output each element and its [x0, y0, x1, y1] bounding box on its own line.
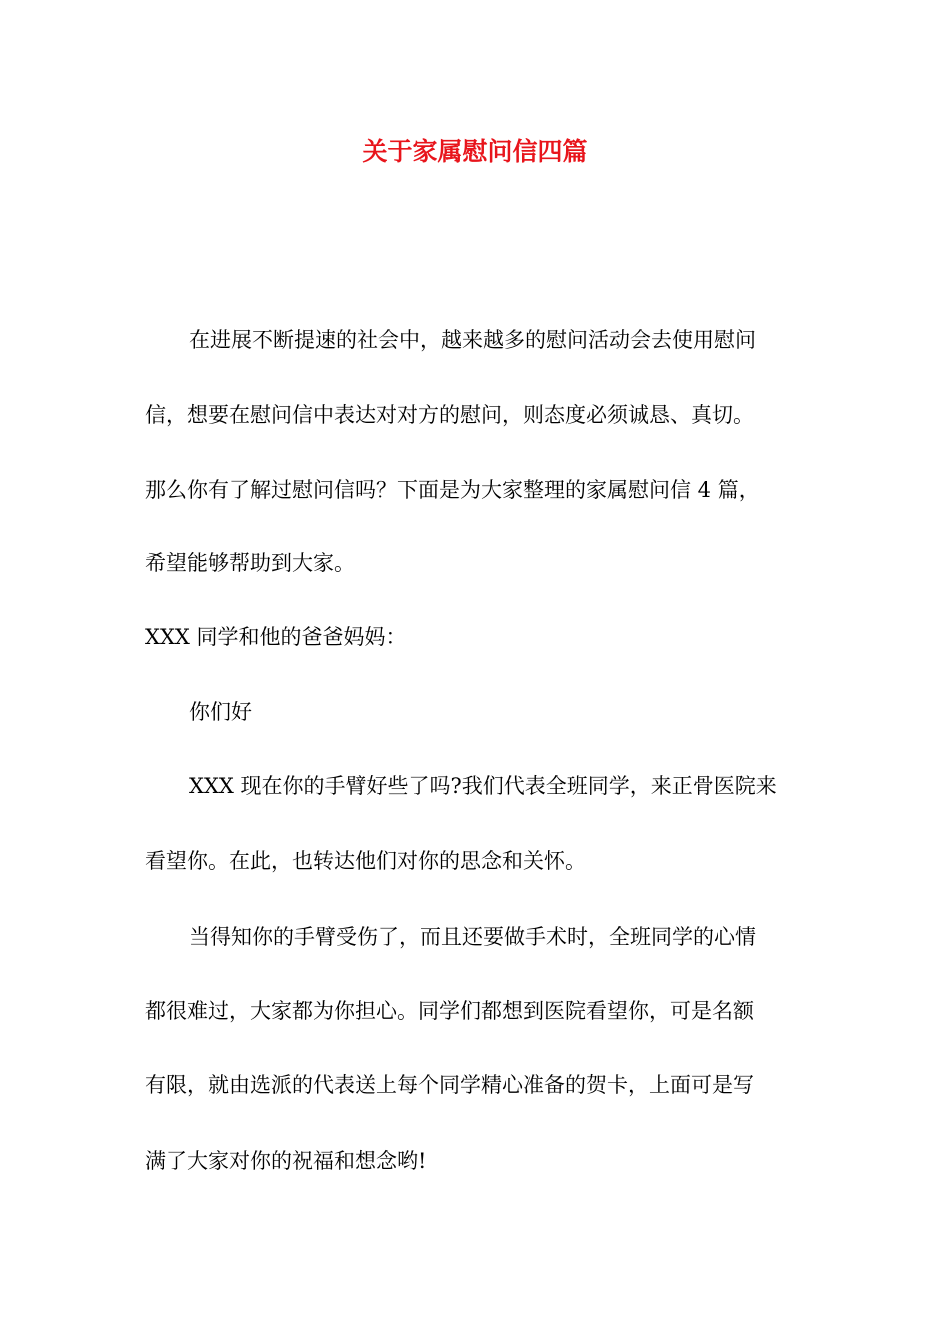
paragraph-line: 都很难过，大家都为你担心。同学们都想到医院看望你，可是名额 [145, 999, 754, 1023]
greeting-line: 你们好 [189, 700, 252, 724]
paragraph-line: 满了大家对你的祝福和想念哟! [145, 1149, 427, 1173]
salutation-line: XXX 同学和他的爸爸妈妈： [145, 625, 407, 649]
paragraph-line: 在进展不断提速的社会中，越来越多的慰问活动会去使用慰问 [189, 328, 756, 352]
document-title: 关于家属慰问信四篇 [362, 137, 588, 166]
paragraph-line: 当得知你的手臂受伤了，而且还要做手术时，全班同学的心情 [189, 925, 756, 949]
paragraph-line: XXX 现在你的手臂好些了吗?我们代表全班同学，来正骨医院来 [189, 774, 777, 798]
paragraph-line: 看望你。在此，也转达他们对你的思念和关怀。 [145, 849, 586, 873]
paragraph-line: 那么你有了解过慰问信吗？下面是为大家整理的家属慰问信 4 篇， [145, 478, 760, 502]
paragraph-line: 希望能够帮助到大家。 [145, 551, 355, 575]
paragraph-line: 信，想要在慰问信中表达对对方的慰问，则态度必须诚恳、真切。 [145, 403, 754, 427]
paragraph-line: 有限，就由选派的代表送上每个同学精心准备的贺卡，上面可是写 [145, 1073, 754, 1097]
